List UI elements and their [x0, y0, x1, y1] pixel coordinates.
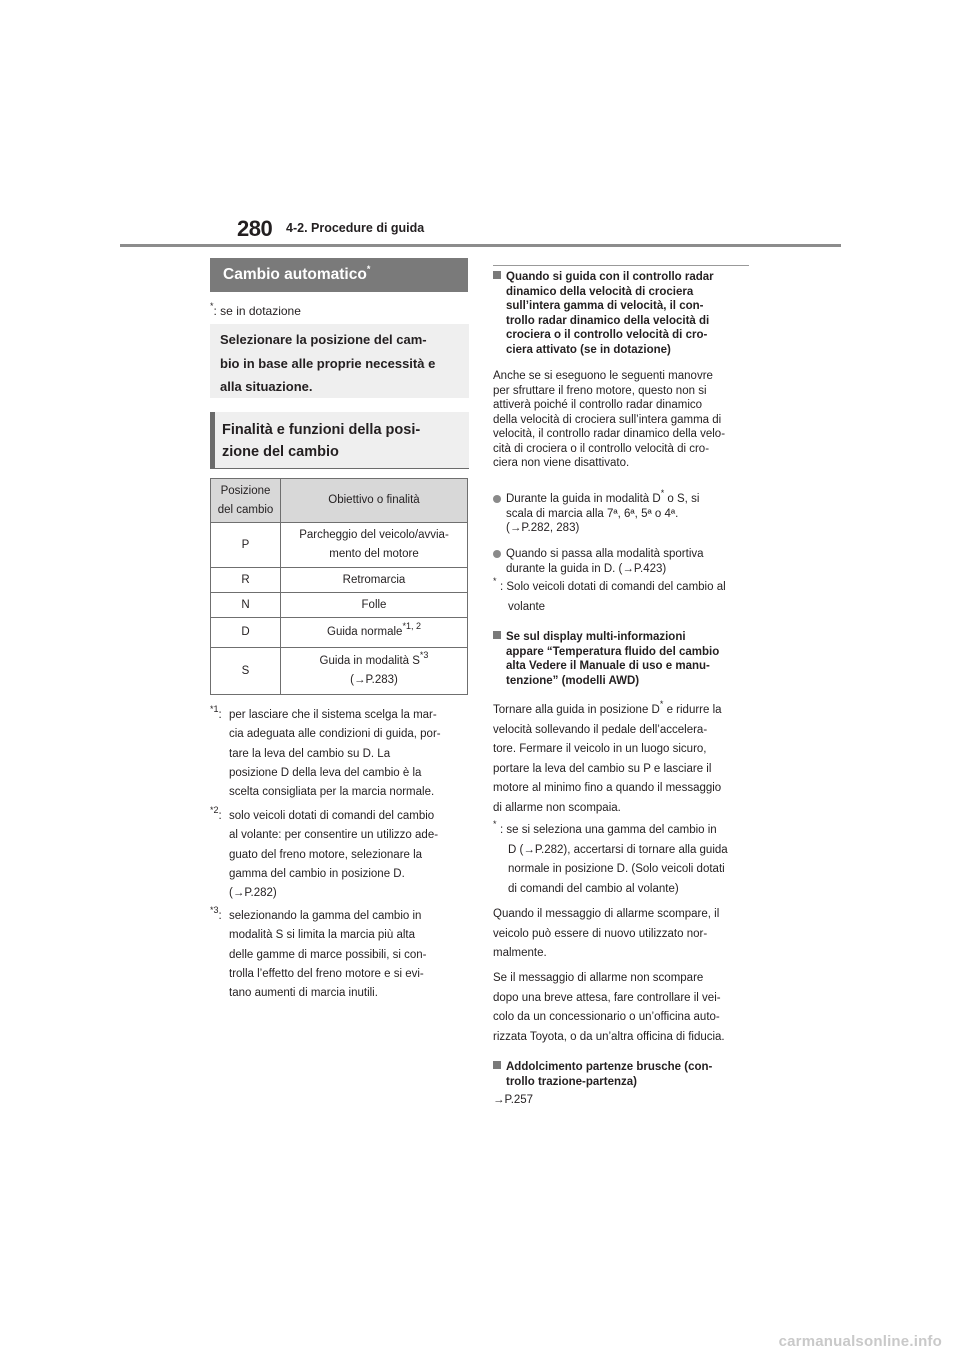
text-line: Se il messaggio di allarme non scompare: [493, 972, 704, 984]
text-line: tore. Fermare il veicolo in un luogo sicuro,: [493, 743, 707, 755]
cell-purpose: [281, 648, 468, 695]
block-heading-radar: [493, 270, 753, 357]
footnote-mark: *3: [210, 905, 219, 915]
text-line: di allarme non scompaia.: [493, 801, 621, 814]
footnote: $^{*3}$: selezionando la gamma del cambio in modalità S si limita la marcia più alta delle gamme di marce possibili, si con- trolla l’effetto del freno motore e si evi- tano aumenti di marcia inutili.: [210, 907, 472, 1003]
footnote-line: posizione D della leva del cambio è la: [229, 766, 422, 779]
cell-position: D: [211, 618, 281, 648]
footnote-line: di comandi del cambio al volante): [508, 882, 679, 895]
table-row: [211, 648, 468, 695]
text-line: velocità sollevando il pedale dell’accelera-: [493, 723, 708, 736]
text-line: Quando il messaggio di allarme scompare, il: [493, 908, 720, 920]
purpose-line: Parcheggio del veicolo/avvia-: [299, 529, 449, 541]
footnote-line: solo veicoli dotati di comandi del cambio: [229, 810, 435, 822]
cell-purpose: [281, 523, 468, 568]
footnote-line: : Solo veicoli dotati di comandi del cambio al: [500, 581, 726, 593]
footnote-line: selezionando la gamma del cambio in: [229, 910, 422, 922]
page-reference[interactable]: →P.257: [493, 1094, 534, 1106]
bullet-line: durante la guida in D. (→P.423): [506, 562, 667, 575]
watermark: carmanualsonline.info: [778, 1333, 942, 1350]
heading-line: appare “Temperatura fluido del cambio: [506, 645, 720, 658]
intro-box: [210, 324, 469, 398]
page-reference[interactable]: (→P.282): [229, 887, 277, 900]
heading-line: tenzione” (modelli AWD): [506, 674, 640, 687]
footnote-mark: *2: [210, 805, 219, 815]
text-line: per sfruttare il freno motore, questo non si: [493, 384, 707, 397]
text-line: velocità, il controllo radar dinamico della velo-: [493, 428, 726, 440]
footnote-line: scelta consigliata per la marcia normale.: [229, 786, 435, 799]
cell-position: N: [211, 593, 281, 618]
footnote-line: cia adeguata alle condizioni di guida, por-: [229, 728, 441, 741]
footnote-line: tare la leva del cambio su D. La: [229, 747, 391, 760]
footnote-line: al volante: per consentire un utilizzo ade-: [229, 829, 439, 842]
text-line: rizzata Toyota, o da un’altra officina di fiducia.: [493, 1030, 725, 1043]
purpose-line: mento del motore: [329, 548, 419, 560]
footnote-ref: *1, 2: [402, 621, 421, 631]
page-number: 280: [237, 216, 273, 241]
footnote-mark: *: [493, 576, 497, 586]
cell-purpose: Folle: [281, 593, 468, 618]
optional-note-text: : se in dotazione: [213, 304, 301, 318]
square-bullet-icon: [493, 271, 501, 279]
text-line: ciera non viene disattivato.: [493, 457, 630, 469]
text-line: della velocità di crociera sull’intera gamma di: [493, 413, 722, 426]
footnote: $^{*2}$: solo veicoli dotati di comandi del cambio al volante: per consentire un utilizzo ade- guato del freno motore, selezionare la gamma del cambio in posizione D. (→P.282): [210, 807, 472, 903]
cell-position: P: [211, 523, 281, 568]
footnote-ref: *: [659, 699, 664, 709]
round-bullet-icon: [493, 495, 501, 503]
main-heading-text: Cambio automatico: [223, 266, 367, 283]
text-line: malmente.: [493, 947, 547, 959]
page-reference[interactable]: (→P.283): [350, 674, 398, 686]
footnote-mark: *1: [210, 704, 219, 714]
sub-heading-line: zione del cambio: [222, 444, 339, 460]
heading-line: sull’intera gamma di velocità, il con-: [506, 300, 704, 312]
block-text-radar: [493, 369, 755, 471]
bullet-item: [493, 488, 755, 536]
paragraph: [493, 969, 755, 1047]
bullet-line: scala di marcia alla 7ª, 6ª, 5ª o 4ª.: [506, 507, 679, 520]
header-rule: [120, 244, 841, 247]
bullet-line: Quando si passa alla modalità sportiva: [506, 548, 704, 560]
square-bullet-icon: [493, 1061, 501, 1069]
text-line: portare la leva del cambio su P e lasciare il: [493, 762, 712, 775]
footnote-mark: *: [493, 819, 497, 829]
optional-note-mark: *: [210, 301, 214, 311]
heading-line: crociera o il controllo velocità di cro-: [506, 329, 708, 341]
heading-line: Quando si guida con il controllo radar: [506, 271, 714, 283]
footnote-line: normale in posizione D. (Solo veicoli dotati: [508, 863, 725, 875]
footnote-line: : se si seleziona una gamma del cambio in: [500, 824, 717, 836]
main-heading-mark: *: [366, 264, 371, 274]
sub-heading-rule: [210, 468, 469, 469]
cell-purpose: Retromarcia: [281, 568, 468, 593]
square-bullet-icon: [493, 631, 501, 639]
text-line: attiverà poiché il controllo radar dinamico: [493, 399, 703, 411]
table-row: [211, 523, 468, 568]
bullet-text: o S, si: [664, 493, 700, 505]
table-row: [211, 593, 468, 618]
paragraph: [493, 905, 755, 964]
purpose-text: Guida in modalità S: [319, 655, 420, 667]
table-header-purpose: [281, 479, 468, 523]
table-header-position: [211, 479, 281, 523]
header-line: Obiettivo o finalità: [328, 494, 420, 506]
footnote: [493, 821, 755, 899]
footnote-line: guato del freno motore, selezionare la: [229, 848, 423, 861]
optional-note: [210, 301, 301, 318]
heading-line: dinamico della velocità di crociera: [506, 285, 694, 298]
cell-position: S: [211, 648, 281, 695]
footnote-line: modalità S si limita la marcia più alta: [229, 929, 415, 942]
footnote-line: volante: [508, 600, 546, 613]
heading-line: trollo trazione-partenza): [506, 1075, 637, 1088]
table-header-row: [211, 479, 468, 523]
gear-position-table: [210, 478, 468, 695]
footnote-line: per lasciare che il sistema scelga la mar-: [229, 709, 437, 721]
cell-purpose: [281, 618, 468, 648]
sub-heading: [210, 412, 469, 468]
main-heading: [210, 258, 468, 292]
page-reference[interactable]: (→P.282, 283): [506, 522, 580, 534]
bullet-text: Durante la guida in modalità D: [506, 493, 661, 505]
purpose-text: Guida normale: [327, 626, 403, 638]
bullet-item: [493, 547, 755, 576]
footnote-line: delle gamme di marce possibili, si con-: [229, 948, 427, 961]
text-line: Anche se si eseguono le seguenti manovre: [493, 370, 713, 382]
footnote-line: gamma del cambio in posizione D.: [229, 867, 405, 880]
heading-line: trollo radar dinamico della velocità di: [506, 314, 710, 327]
text-fragment: e ridurre la: [663, 704, 722, 716]
header-line: Posizione: [220, 484, 271, 497]
block-text-temperature: [493, 701, 755, 818]
text-line: dopo una breve attesa, fare controllare il vei-: [493, 991, 721, 1004]
text-fragment: Tornare alla guida in posizione D: [493, 704, 660, 716]
cell-position: R: [211, 568, 281, 593]
heading-line: ciera attivato (se in dotazione): [506, 343, 671, 356]
footnote-line: D (→P.282), accertarsi di tornare alla guida: [508, 843, 728, 856]
heading-line: alta Vedere il Manuale di uso e manu-: [506, 660, 710, 672]
footnote-ref: *: [660, 488, 665, 498]
footnote: [493, 578, 755, 617]
heading-line: Addolcimento partenze brusche (con-: [506, 1061, 713, 1073]
heading-line: Se sul display multi-informazioni: [506, 631, 686, 643]
footnote-line: trolla l’effetto del freno motore e si evi-: [229, 967, 424, 980]
footnote: $^{*1}$: per lasciare che il sistema scelga la mar- cia adeguata alle condizioni di guida, por- tare la leva del cambio su D. La posizione D della leva del cambio è la scelta consigliata per la marcia normale.: [210, 706, 472, 802]
intro-line: bio in base alle proprie necessità e: [220, 355, 436, 371]
text-line: colo da un concessionario o un’officina auto-: [493, 1011, 720, 1023]
text-line: veicolo può essere di nuovo utilizzato nor-: [493, 927, 708, 940]
footnote-ref: *3: [419, 650, 429, 660]
column-rule: [493, 265, 749, 266]
table-row: [211, 618, 468, 648]
block-heading-starts: [493, 1060, 753, 1089]
intro-line: Selezionare la posizione del cam-: [220, 332, 427, 347]
text-line: motore al minimo fino a quando il messaggio: [493, 782, 722, 794]
intro-line: alla situazione.: [220, 379, 313, 394]
table-row: [211, 568, 468, 593]
block-heading-temperature: [493, 630, 753, 688]
sub-heading-line: Finalità e funzioni della posi-: [222, 422, 421, 438]
footnote-line: tano aumenti di marcia inutili.: [229, 987, 378, 1000]
text-line: cità di crociera o il controllo velocità di cro-: [493, 442, 710, 455]
section-title: 4-2. Procedure di guida: [286, 221, 425, 235]
header-line: del cambio: [217, 503, 274, 516]
round-bullet-icon: [493, 550, 501, 558]
